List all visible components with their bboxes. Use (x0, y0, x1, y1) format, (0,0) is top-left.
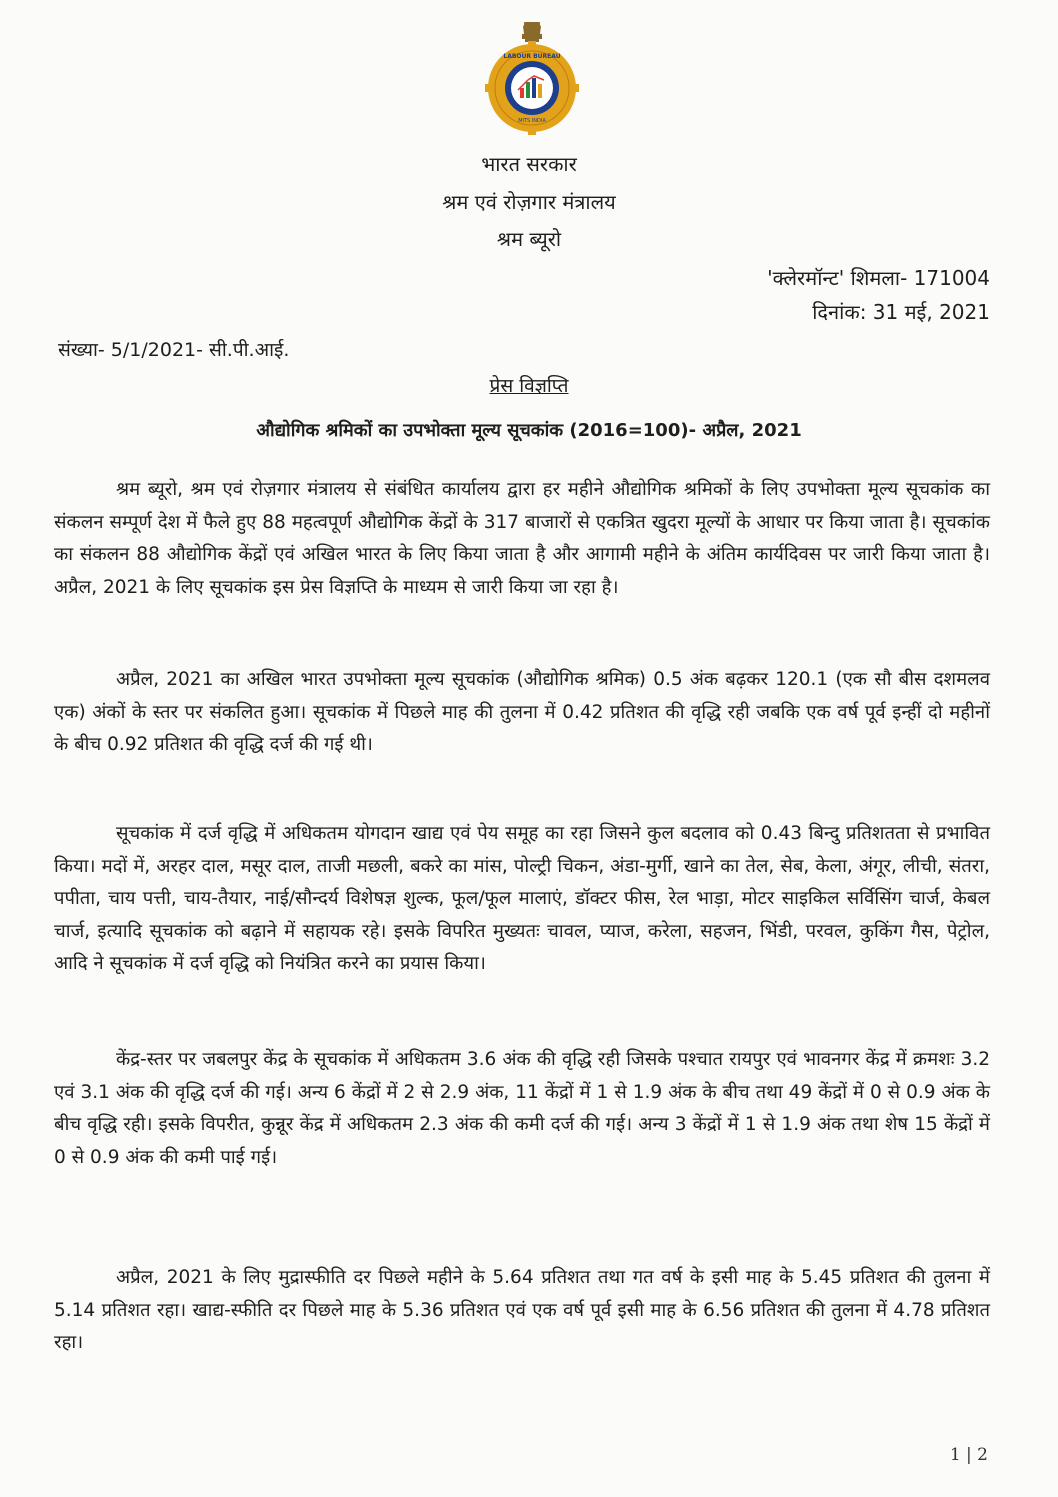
header-ministry: श्रम एवं रोज़गार मंत्रालय (442, 190, 616, 214)
labour-bureau-emblem (482, 20, 582, 140)
paragraph-2: अप्रैल, 2021 का अखिल भारत उपभोक्ता मूल्य सूचकांक (औद्योगिक श्रमिक) 0.5 अंक बढ़कर 120.1 (एक सौ बीस दशमलव एक) अंकों के स्तर पर संकलित हुआ। सूचकांक में पिछले माह की तुलना में 0.42 प्रतिशत की वृद्धि रही जबकि एक वर्ष पूर्व इन्हीं दो महीनों के बीच 0.92 प्रतिशत की वृद्धि दर्ज की गई थी। (54, 669, 990, 755)
svg-text:MITS INDIA: MITS INDIA (518, 118, 546, 124)
paragraph-1: श्रम ब्यूरो, श्रम एवं रोज़गार मंत्रालय से संबंधित कार्यालय द्वारा हर महीने औद्योगिक श्रमिकों के लिए उपभोक्ता मूल्य सूचकांक का संकलन सम्पूर्ण देश में फैले हुए 88 महत्वपूर्ण औद्योगिक केंद्रों के 317 बाजारों से एकत्रित खुदरा मूल्यों के आधार पर किया जाता है। सूचकांक का संकलन 88 औद्योगिक केंद्रों एवं अखिल भारत के लिए किया जाता है और आगामी महीने के अंतिम कार्यदिवस पर जारी किया जाता है। अप्रैल, 2021 के लिए सूचकांक इस प्रेस विज्ञप्ति के माध्यम से जारी किया जा रहा है। (54, 479, 990, 598)
paragraph-4: केंद्र-स्तर पर जबलपुर केंद्र के सूचकांक में अधिकतम 3.6 अंक की वृद्धि रही जिसके पश्चात रायपुर एवं भावनगर केंद्र में क्रमशः 3.2 एवं 3.1 अंक की वृद्धि दर्ज की गई। अन्य 6 केंद्रों में 2 से 2.9 अंक, 11 केंद्रों में 1 से 1.9 अंक के बीच तथा 49 केंद्रों में 0 से 0.9 अंक के बीच वृद्धि रही। इसके विपरीत, कुन्नूर केंद्र में अधिकतम 2.3 अंक की कमी दर्ज की गई। अन्य 3 केंद्रों में 1 से 1.9 अंक तथा शेष 15 केंद्रों में 0 से 0.9 अंक की कमी पाई गई। (54, 1049, 990, 1168)
office-address: 'क्लेरमॉन्ट' शिमला- 171004 (767, 266, 990, 290)
document-title: औद्योगिक श्रमिकों का उपभोक्ता मूल्य सूचकांक (2016=100)- अप्रैल, 2021 (256, 420, 802, 441)
paragraph-5: अप्रैल, 2021 के लिए मुद्रास्फीति दर पिछले महीने के 5.64 प्रतिशत तथा गत वर्ष के इसी माह के 5.45 प्रतिशत की तुलना में 5.14 प्रतिशत रहा। खाद्य-स्फीति दर पिछले माह के 5.36 प्रतिशत एवं एक वर्ष पूर्व इसी माह के 6.56 प्रतिशत की तुलना में 4.78 प्रतिशत रहा। (54, 1267, 990, 1353)
page-number: 1 | 2 (949, 1445, 988, 1465)
reference-number: संख्या- 5/1/2021- सी.पी.आई. (58, 339, 290, 361)
document-date: दिनांक: 31 मई, 2021 (812, 300, 990, 324)
header-bureau: श्रम ब्यूरो (496, 227, 562, 251)
press-release-heading: प्रेस विज्ञप्ति (489, 375, 569, 397)
paragraph-3: सूचकांक में दर्ज वृद्धि में अधिकतम योगदान खाद्य एवं पेय समूह का रहा जिसने कुल बदलाव को 0.43 बिन्दु प्रतिशतता से प्रभावित किया। मदों में, अरहर दाल, मसूर दाल, ताजी मछली, बकरे का मांस, पोल्ट्री चिकन, अंडा-मुर्गी, खाने का तेल, सेब, केला, अंगूर, लीची, संतरा, पपीता, चाय पत्ती, चाय-तैयार, नाई/सौन्दर्य विशेषज्ञ शुल्क, फूल/फूल मालाएं, डॉक्टर फीस, रेल भाड़ा, मोटर साइकिल सर्विसिंग चार्ज, केबल चार्ज, इत्यादि सूचकांक को बढ़ाने में सहायक रहे। इसके विपरित मुख्यतः चावल, प्याज, करेला, सहजन, भिंडी, परवल, कुकिंग गैस, पेट्रोल, आदि ने सूचकांक में दर्ज वृद्धि को नियंत्रित करने का प्रयास किया। (54, 823, 990, 974)
svg-text:LABOUR BUREAU: LABOUR BUREAU (503, 53, 561, 60)
header-government: भारत सरकार (481, 152, 577, 176)
lion-capital-icon (522, 22, 542, 42)
